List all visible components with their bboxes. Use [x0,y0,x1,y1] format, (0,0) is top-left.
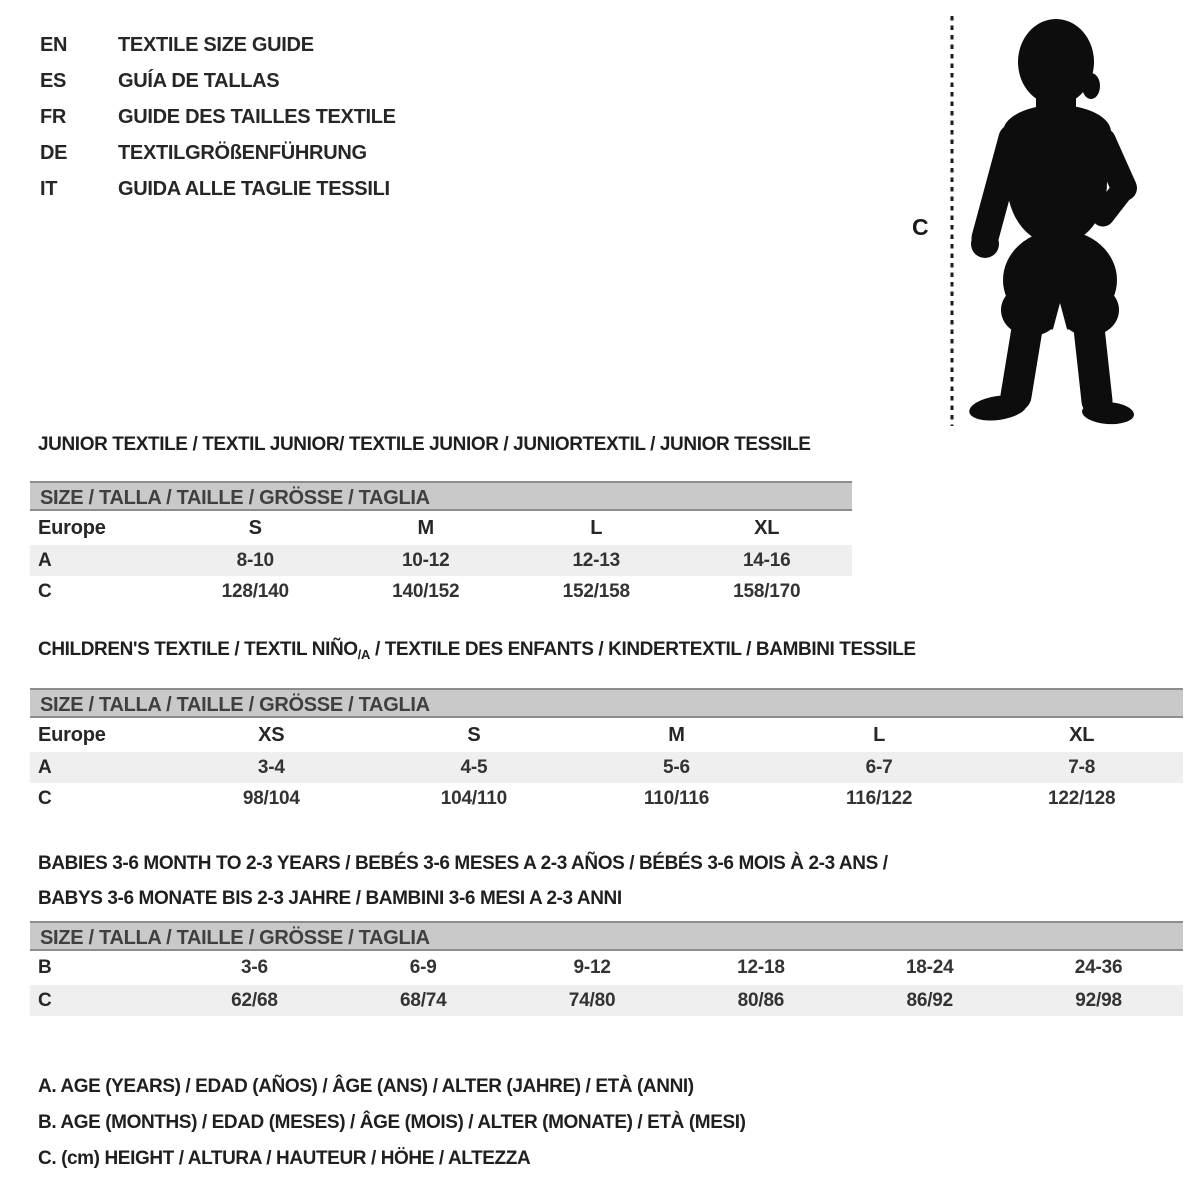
value-cell: 140/152 [392,580,460,602]
value-cell: 92/98 [1075,989,1122,1011]
value-cell: 18-24 [905,957,954,978]
table-row-height [30,783,1183,814]
language-code: DE [40,141,68,164]
language-title: GUIDE DES TAILLES TEXTILE [118,105,396,128]
measurement-legend [38,1069,746,1177]
size-header-cell: M [668,723,685,746]
value-cell: 86/92 [906,989,954,1011]
value-cell: 116/122 [845,787,913,809]
babies-section-title [38,846,888,916]
junior-section-title: JUNIOR TEXTILE / TEXTIL JUNIOR/ TEXTILE JUNIOR / JUNIORTEXTIL / JUNIOR TESSILE [38,434,811,455]
language-title: TEXTILGRÖßENFÜHRUNG [118,141,367,164]
language-code: IT [40,177,58,200]
size-header-cell: XS [258,723,285,746]
value-cell: 62/68 [231,989,278,1011]
value-cell: 98/104 [242,787,300,809]
value-cell: 74/80 [568,989,616,1011]
value-cell: 4-5 [460,756,488,778]
value-cell: 10-12 [401,549,450,571]
value-cell: 122/128 [1048,787,1116,809]
table-row-age [30,545,852,576]
language-row [40,28,396,64]
children-size-table [30,688,1183,814]
babies-size-table [30,921,1183,1016]
row-key: C [38,787,52,809]
value-cell: 110/116 [643,787,710,809]
language-title: TEXTILE SIZE GUIDE [118,34,314,57]
row-key: B [38,957,52,978]
size-header-cell: L [590,516,603,539]
region-label: Europe [38,723,106,746]
table-row-height [30,985,1183,1016]
language-list [40,28,396,207]
row-key: A [38,756,52,778]
legend-line-age-months: B. AGE (MONTHS) / EDAD (MESES) / ÂGE (MOIS) / ALTER (MONATE) / ETÀ (MESI) [38,1112,746,1133]
size-header-cell: M [417,516,434,539]
size-bar: SIZE / TALLA / TAILLE / GRÖSSE / TAGLIA [30,688,1183,718]
value-cell: 80/86 [737,989,785,1011]
value-cell: 6-7 [865,756,893,778]
language-row [40,100,396,136]
value-cell: 7-8 [1068,756,1096,778]
row-key: A [38,549,52,571]
height-marker-label: C [912,214,929,240]
children-title-text: CHILDREN'S TEXTILE / TEXTIL NIÑO [38,639,358,660]
table-row-age [30,752,1183,783]
value-cell: 158/170 [733,580,801,602]
language-row [40,64,396,100]
table-header-row [30,511,852,545]
size-header-cell: XL [1069,723,1095,746]
legend-line-age-years: A. AGE (YEARS) / EDAD (AÑOS) / ÂGE (ANS) / ALTER (JAHRE) / ETÀ (ANNI) [38,1076,694,1097]
language-code: EN [40,34,68,57]
region-label: Europe [38,516,106,539]
value-cell: 5-6 [663,756,690,778]
value-cell: 24-36 [1074,957,1123,978]
size-header-cell: S [467,723,481,746]
size-header-cell: L [873,723,886,746]
value-cell: 14-16 [742,549,791,571]
children-title-text: / TEXTILE DES ENFANTS / KINDERTEXTIL / BAMBINI TESSILE [370,639,916,660]
legend-line-height: C. (cm) HEIGHT / ALTURA / HAUTEUR / HÖHE / ALTEZZA [38,1148,531,1169]
row-key: C [38,580,52,602]
language-code: ES [40,70,67,93]
value-cell: 12-18 [737,957,785,978]
junior-size-table [30,481,852,607]
value-cell: 3-6 [240,957,268,978]
babies-title-line2: BABYS 3-6 MONATE BIS 2-3 JAHRE / BAMBINI 3-6 MESI A 2-3 ANNI [38,888,622,909]
value-cell: 8-10 [236,549,274,571]
value-cell: 6-9 [409,957,437,978]
toddler-silhouette [968,19,1135,426]
size-bar: SIZE / TALLA / TAILLE / GRÖSSE / TAGLIA [30,481,852,511]
toddler-silhouette-icon [900,8,1150,433]
value-cell: 3-4 [257,756,285,778]
value-cell: 128/140 [221,580,289,602]
table-header-row [30,718,1183,752]
table-row-age-months [30,951,1183,985]
value-cell: 152/158 [562,580,630,602]
babies-title-line1: BABIES 3-6 MONTH TO 2-3 YEARS / BEBÉS 3-6 MESES A 2-3 AÑOS / BÉBÉS 3-6 MOIS À 2-3 ANS / [38,853,888,874]
table-row-height [30,576,852,607]
language-row [40,171,396,207]
size-header-cell: XL [754,516,780,539]
children-title-subscript: /A [357,647,371,662]
language-title: GUIDA ALLE TAGLIE TESSILI [118,177,390,200]
row-key: C [38,989,52,1011]
value-cell: 68/74 [399,989,447,1011]
children-section-title [38,638,916,667]
value-cell: 12-13 [572,549,621,571]
language-title: GUÍA DE TALLAS [118,70,280,93]
language-code: FR [40,105,67,128]
size-bar: SIZE / TALLA / TAILLE / GRÖSSE / TAGLIA [30,921,1183,951]
language-row [40,135,396,171]
value-cell: 104/110 [440,787,507,809]
size-header-cell: S [248,516,262,539]
value-cell: 9-12 [573,957,611,978]
